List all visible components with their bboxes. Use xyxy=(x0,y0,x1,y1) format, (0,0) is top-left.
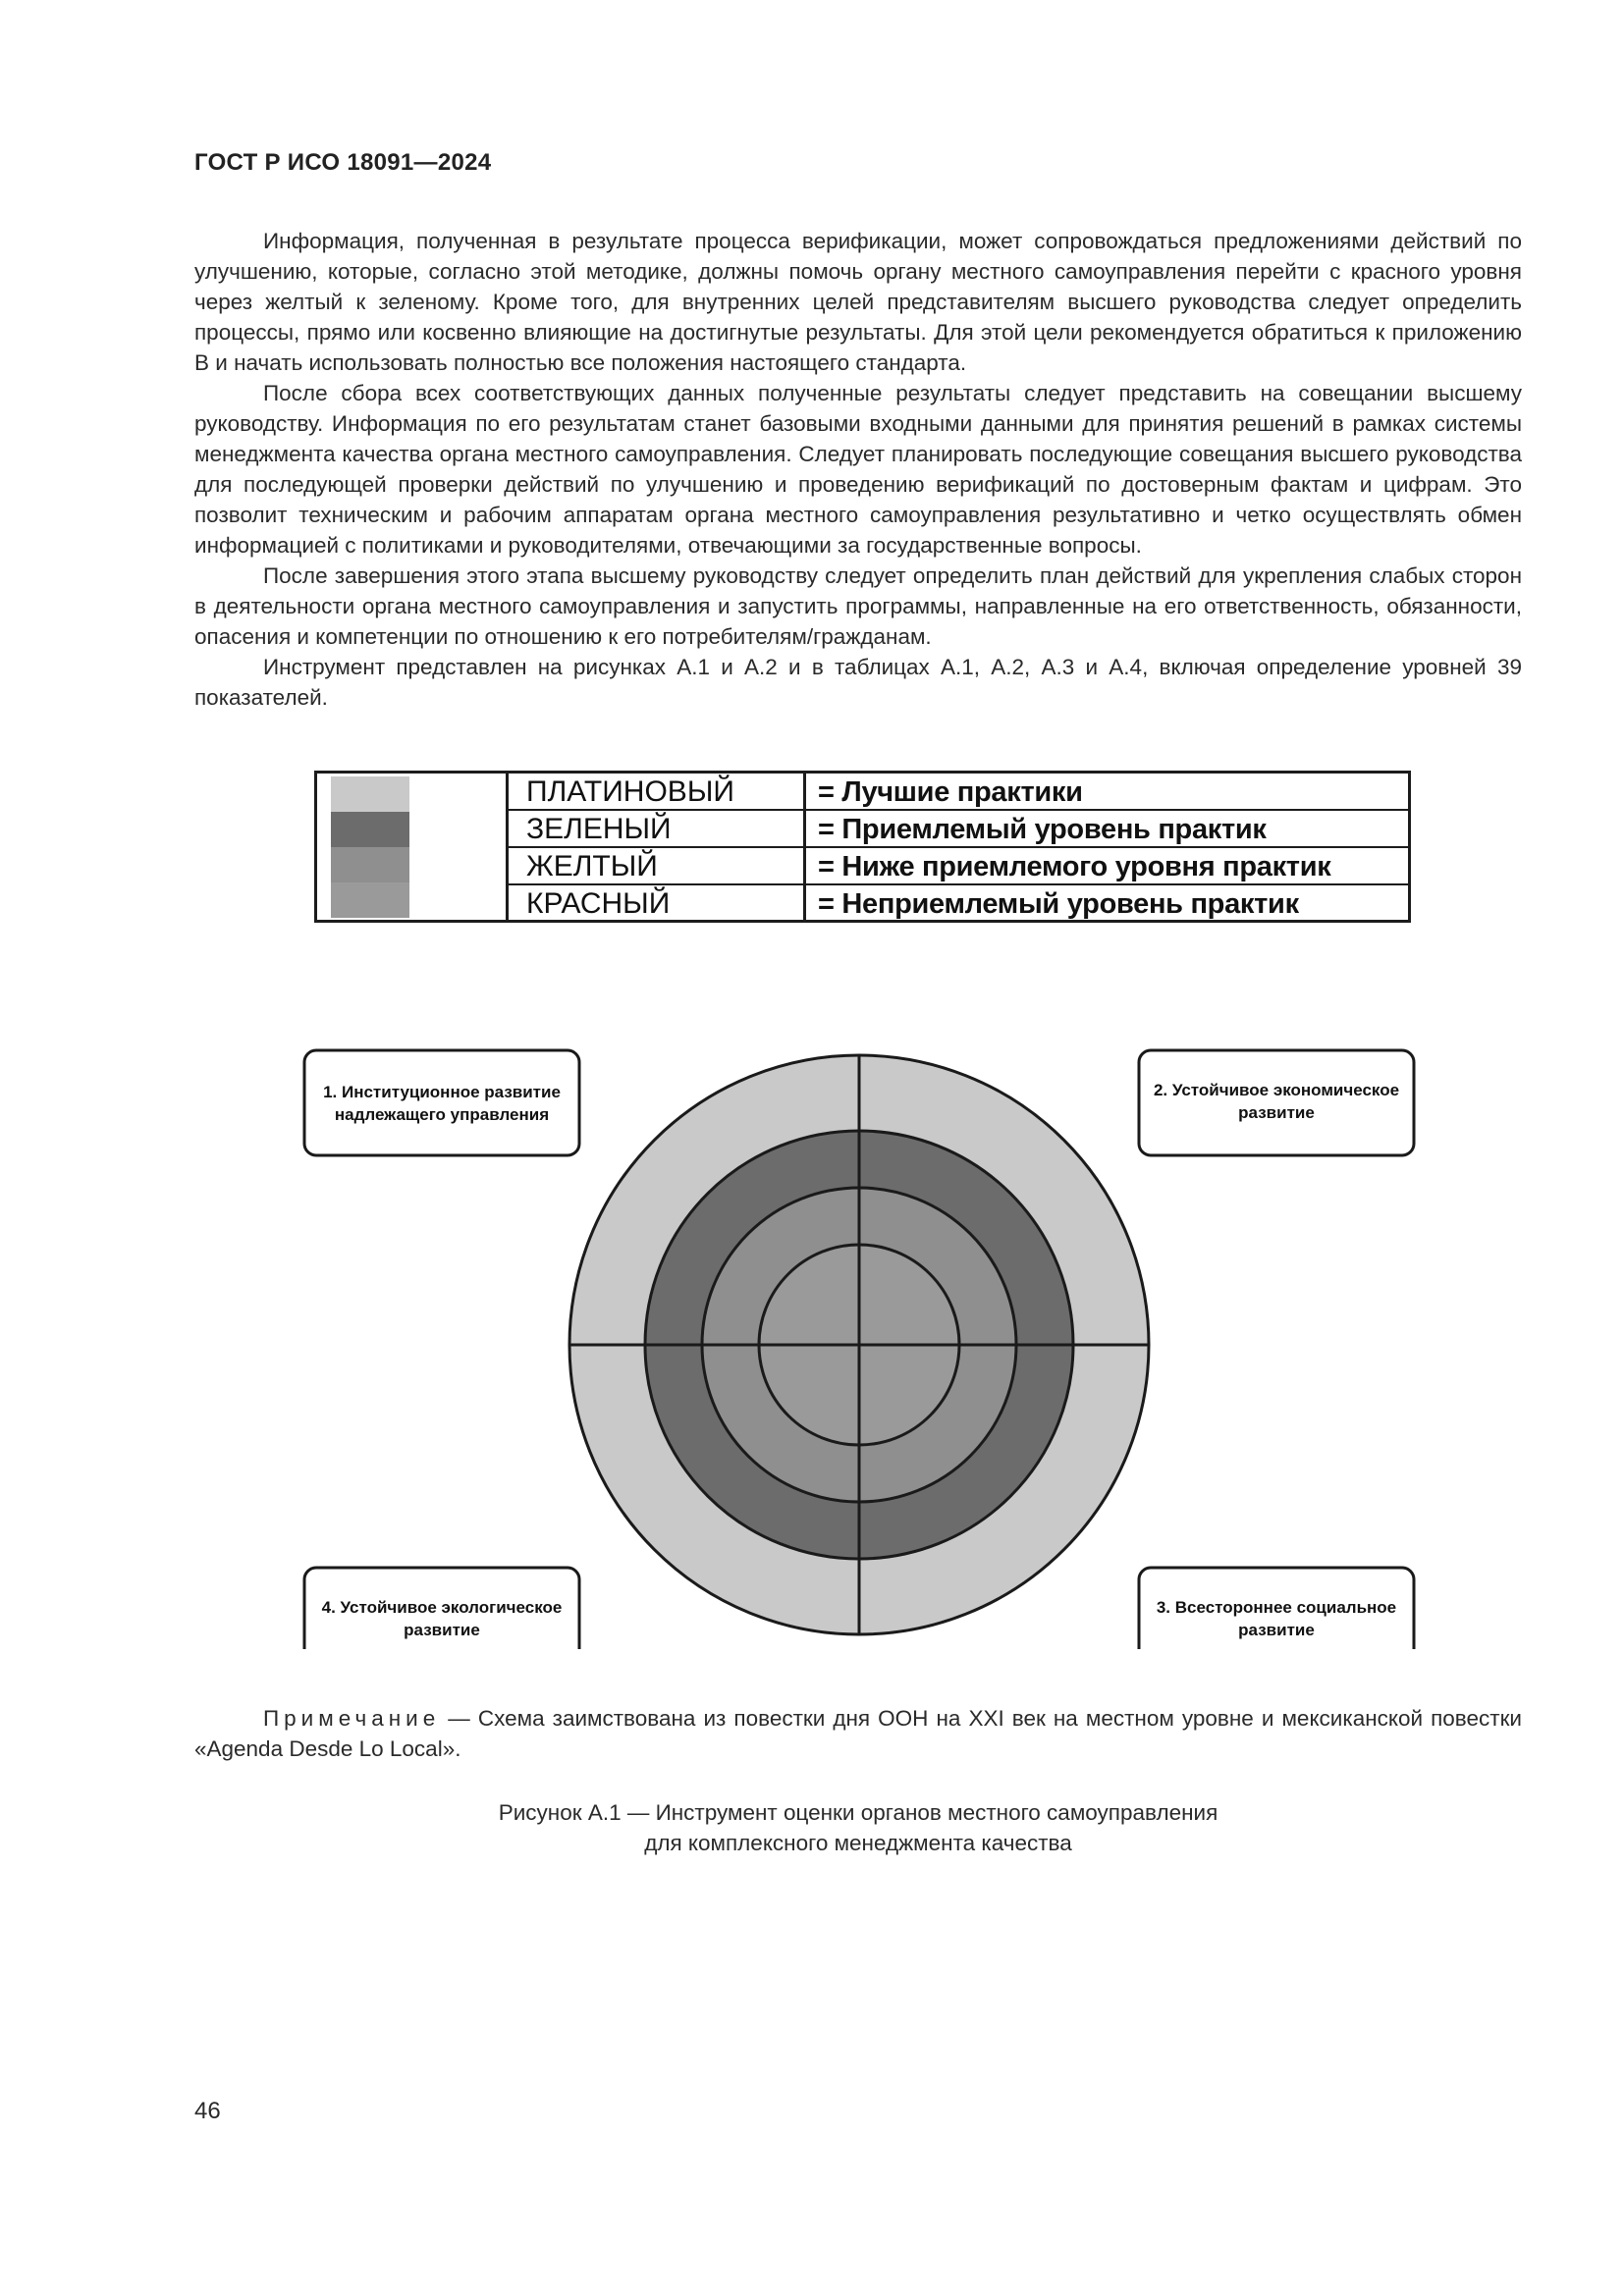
paragraph: После сбора всех соответствующих данных полученные результаты следует представить на совещании высшему руководству. Информация по его результатам станет базовыми входными данными для принятия решений в рамках системы менеджмента качества органа местного самоуправления. Следует планировать последующие совещания высшего руководства для последующей проверки действий по улучшению и проведению верификаций по достоверным фактам и цифрам. Это позволит техническим и рабочим аппаратам органа местного самоуправления результативно и четко осуществлять обмен информацией с политиками и руководителями, отвечающими за государственные вопросы. xyxy=(194,381,1522,558)
quadrant-box-4 xyxy=(304,1568,579,1649)
legend-row xyxy=(509,774,1408,810)
legend-swatch-red xyxy=(331,882,409,918)
quadrant-box-label: 4. Устойчивое экологическое xyxy=(321,1598,563,1617)
caption-line: для комплексного менеджмента качества xyxy=(644,1831,1072,1855)
quadrant-box-label: развитие xyxy=(1238,1103,1315,1122)
paragraph: После завершения этого этапа высшему руководству следует определить план действий для укрепления слабых сторон в деятельности органа местного самоуправления и запустить программы, направленные на его ответственность, обязанности, опасения и компетенции по отношению к его потребителям/гражданам. xyxy=(194,563,1522,649)
legend-level-desc: = Лучшие практики xyxy=(818,776,1083,808)
legend-level-name: КРАСНЫЙ xyxy=(526,887,671,920)
figure-caption xyxy=(194,1797,1522,1858)
legend-swatch-green xyxy=(331,812,409,847)
quadrant-box-label: 3. Всестороннее социальное xyxy=(1156,1598,1397,1617)
page-number: 46 xyxy=(194,2098,221,2124)
paragraph: Информация, полученная в результате процесса верификации, может сопровождаться предложениями действий по улучшению, которые, согласно этой методике, должны помочь органу местного самоуправления перейти с красного уровня через желтый к зеленому. Кроме того, для внутренних целей представителям высшего руководства следует определить процессы, прямо или косвенно влияющие на достигнутые результаты. Для этой цели рекомендуется обратиться к приложению В и начать использовать полностью все положения настоящего стандарта. xyxy=(194,229,1522,375)
legend-level-desc: = Приемлемый уровень практик xyxy=(818,814,1267,845)
note-label: Примечание xyxy=(263,1706,441,1731)
legend-level-name: ЗЕЛЕНЫЙ xyxy=(526,813,672,845)
document-header: ГОСТ Р ИСО 18091—2024 xyxy=(194,149,492,176)
quadrant-box-1 xyxy=(304,1050,579,1155)
legend-swatch-platinum xyxy=(331,776,409,812)
quadrant-box-2 xyxy=(1139,1050,1414,1155)
legend-level-name: ЖЕЛТЫЙ xyxy=(526,850,658,882)
body-text xyxy=(194,226,1522,713)
legend-row xyxy=(509,809,1408,847)
quadrant-box-label: 2. Устойчивое экономическое xyxy=(1153,1081,1400,1099)
legend-row xyxy=(509,846,1408,884)
quadrant-box-label: надлежащего управления xyxy=(334,1105,550,1124)
assessment-diagram xyxy=(295,1041,1424,1649)
color-legend-table xyxy=(314,771,1411,923)
legend-row xyxy=(509,883,1408,922)
legend-level-desc: = Неприемлемый уровень практик xyxy=(818,888,1299,920)
quadrant-box-label: 1. Институционное развитие xyxy=(323,1083,561,1101)
note-text: — Схема заимствована из повестки дня ООН на XXI век на местном уровне и мексиканской повестки «Agenda Desde Lo Local». xyxy=(194,1706,1522,1761)
legend-level-name: ПЛАТИНОВЫЙ xyxy=(526,775,734,808)
quadrant-box-3 xyxy=(1139,1568,1414,1649)
quadrant-box-label: развитие xyxy=(1238,1621,1315,1639)
caption-line: Рисунок А.1 — Инструмент оценки органов местного самоуправления xyxy=(498,1800,1218,1825)
legend-level-desc: = Ниже приемлемого уровня практик xyxy=(818,851,1331,882)
paragraph: Инструмент представлен на рисунках А.1 и А.2 и в таблицах А.1, А.2, А.3 и А.4, включая определение уровней 39 показателей. xyxy=(194,655,1522,710)
figure-note xyxy=(194,1703,1522,1764)
legend-swatch-yellow xyxy=(331,847,409,882)
quadrant-box-label: развитие xyxy=(404,1621,480,1639)
